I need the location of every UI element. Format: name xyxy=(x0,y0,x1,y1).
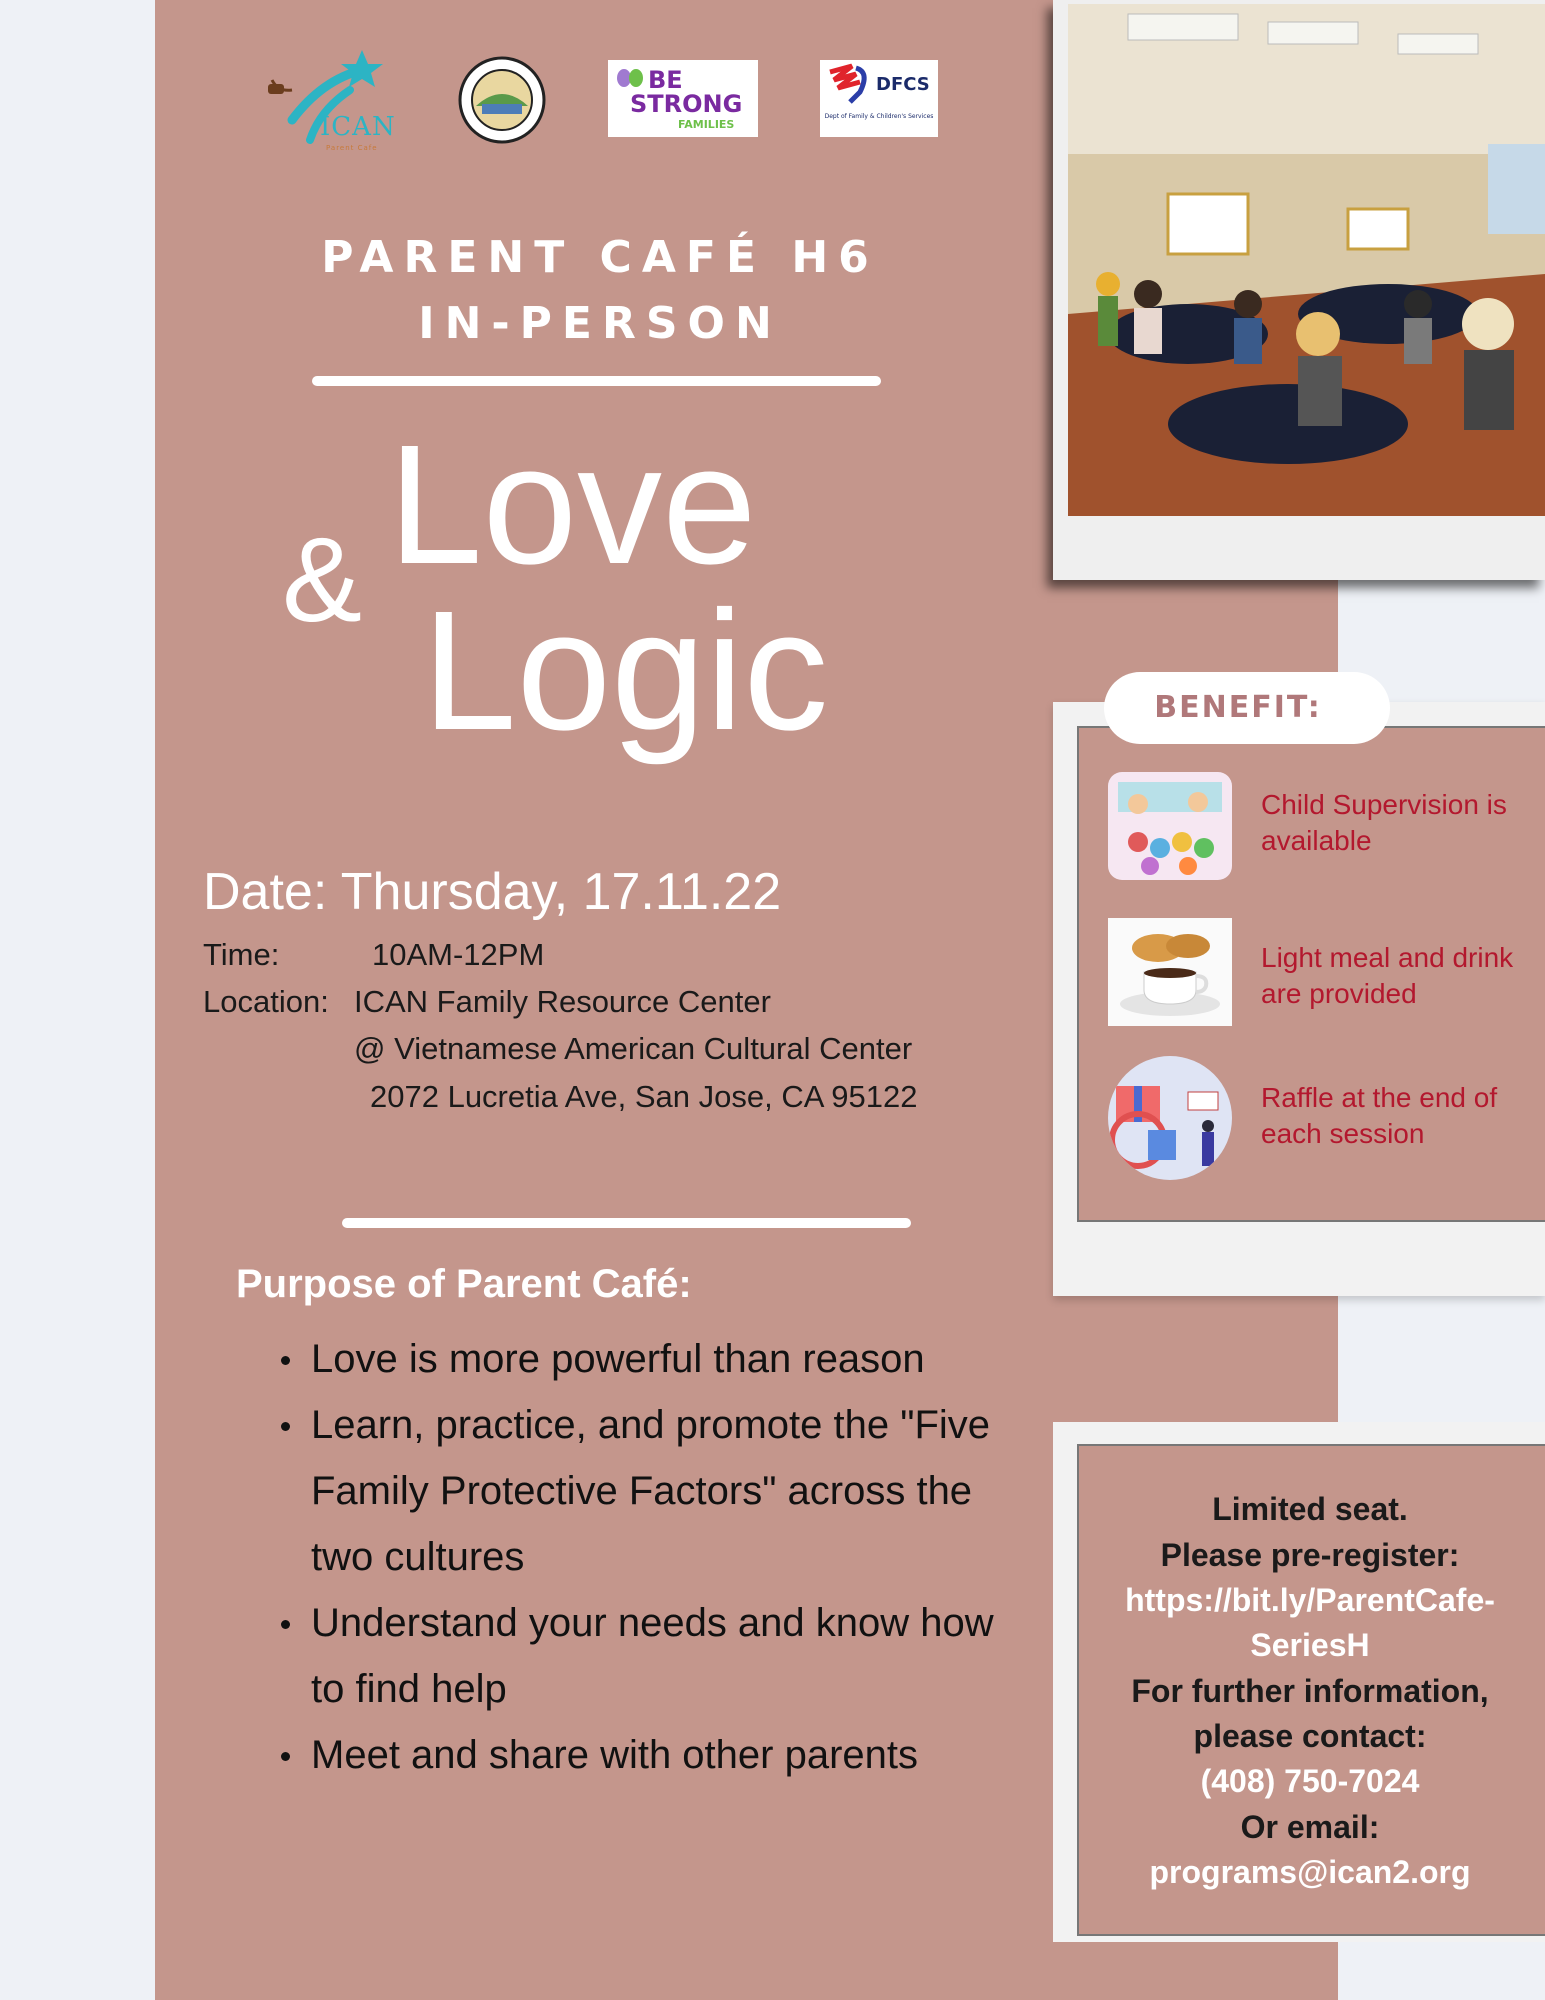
purpose-list xyxy=(311,1326,1011,1788)
ican-logo-subtext: Parent Cafe xyxy=(326,144,378,152)
contact-email[interactable]: programs@ican2.org xyxy=(1149,1854,1471,1890)
event-date: Date: Thursday, 17.11.22 xyxy=(203,863,782,921)
location-label: Location: xyxy=(203,984,329,1019)
register-link-part1[interactable]: https://bit.ly/ParentCafe- xyxy=(1125,1582,1495,1618)
headline-love: Love xyxy=(388,410,757,600)
benefit-item-text: Child Supervision is available xyxy=(1261,789,1507,856)
contact-phone[interactable]: (408) 750-7024 xyxy=(1200,1763,1420,1799)
purpose-item: Learn, practice, and promote the "Five Family Protective Factors" across the two cultures xyxy=(311,1392,1011,1590)
contact-label: please contact: xyxy=(1193,1718,1427,1754)
pre-register-text: Please pre-register: xyxy=(1160,1537,1460,1573)
ican-logo-text: ICAN xyxy=(320,112,396,142)
dfcs-heart-icon xyxy=(822,62,872,112)
event-room-photo-icon xyxy=(1068,4,1545,516)
event-title-line1: PARENT CAFÉ H6 xyxy=(321,232,879,283)
children-group-illustration-icon xyxy=(1108,772,1232,880)
time-value: 10AM-12PM xyxy=(372,937,545,972)
divider-top xyxy=(312,376,881,386)
location-line3: 2072 Lucretia Ave, San Jose, CA 95122 xyxy=(370,1079,918,1114)
families-text: FAMILIES xyxy=(678,118,735,131)
benefit-title: BENEFIT: xyxy=(1154,690,1322,725)
divider-middle xyxy=(342,1218,911,1228)
county-seal-icon xyxy=(458,56,546,144)
purpose-title: Purpose of Parent Café: xyxy=(236,1262,692,1306)
dfcs-text: DFCS xyxy=(876,74,930,95)
be-strong-families-logo xyxy=(608,60,758,137)
headline-logic: Logic xyxy=(422,576,829,766)
further-info-text: For further information, xyxy=(1131,1673,1489,1709)
email-label: Or email: xyxy=(1240,1809,1380,1845)
location-line1: ICAN Family Resource Center xyxy=(354,984,771,1019)
event-title-line2: IN-PERSON xyxy=(418,298,782,349)
photo-frame xyxy=(1053,0,1545,580)
parent-cafe-event-photo xyxy=(1068,4,1545,516)
limited-seat-text: Limited seat. xyxy=(1212,1491,1408,1527)
purpose-item: Meet and share with other parents xyxy=(311,1722,1011,1788)
dfcs-logo xyxy=(820,60,938,137)
purpose-item: Understand your needs and know how to find help xyxy=(311,1590,1011,1722)
prize-draw-illustration-icon xyxy=(1108,1056,1232,1180)
purpose-item: Love is more powerful than reason xyxy=(311,1326,1011,1392)
benefit-item-text: Raffle at the end of each session xyxy=(1261,1082,1498,1149)
register-link-part2[interactable]: SeriesH xyxy=(1250,1627,1370,1663)
time-label: Time: xyxy=(203,937,280,972)
coffee-croissant-photo-icon xyxy=(1108,918,1232,1026)
ican-parent-cafe-logo xyxy=(262,50,404,160)
dfcs-subtext: Dept of Family & Children's Services xyxy=(824,113,934,120)
santa-clara-county-seal xyxy=(458,56,546,144)
location-line2: @ Vietnamese American Cultural Center xyxy=(354,1031,913,1066)
be-strong-text: BE STRONG xyxy=(630,66,743,118)
headline-ampersand: & xyxy=(282,513,363,647)
benefit-item-text: Light meal and drink are provided xyxy=(1261,942,1514,1009)
